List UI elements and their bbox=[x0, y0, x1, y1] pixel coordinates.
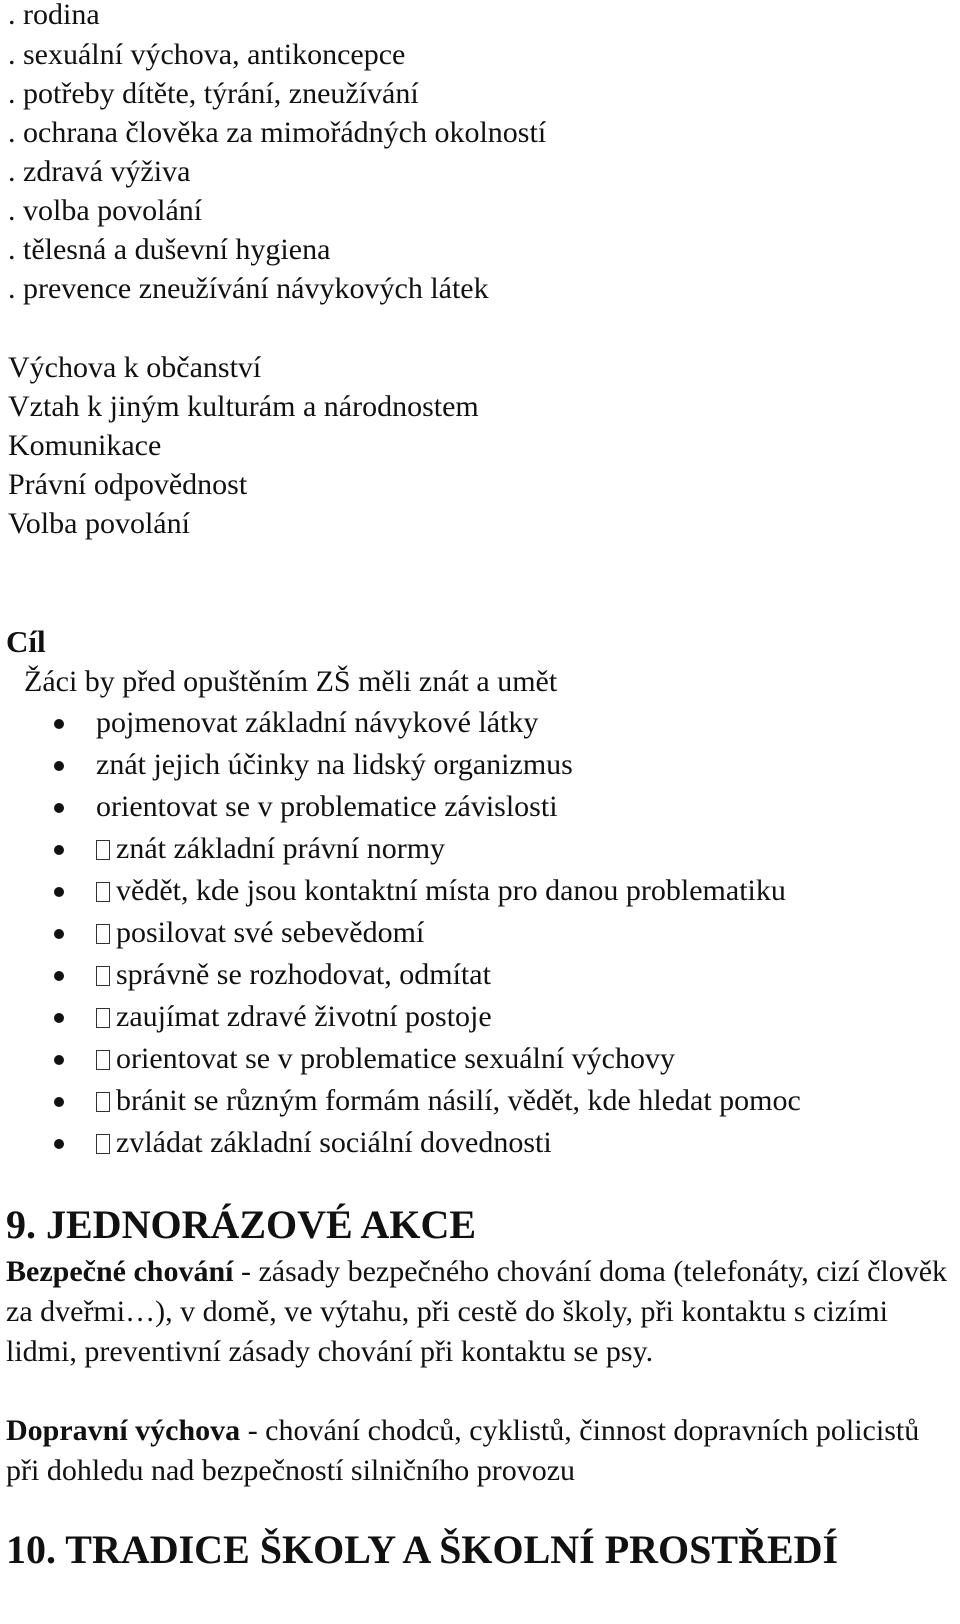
list-item: Vztah k jiným kulturám a národnostem bbox=[8, 390, 479, 423]
missing-glyph-icon bbox=[96, 1134, 110, 1154]
bullet-dot-icon bbox=[54, 971, 64, 981]
list-item: . volba povolání bbox=[8, 194, 203, 227]
paragraph-text: - zásady bezpečného chování doma (telefonáty, cizí člověk za dveřmi…), v domě, ve výtahu, při cestě do školy, při kontaktu s cizími lidmi, preventivní zásady chování při kontaktu se psy. bbox=[6, 1255, 948, 1368]
goal-heading: Cíl bbox=[6, 624, 46, 659]
bullet-dot-icon bbox=[54, 1097, 64, 1107]
document-page: . rodina . sexuální výchova, antikoncepce . potřeby dítěte, týrání, zneužívání . ochrana člověka za mimořádných okolností . zdravá výživa . volba povolání . tělesná a duševní hygiena . prevence zneužívání návykových látek Výchova k občanství Vztah k jiným kulturám a národnostem Komunikace Právní odpovědnost Volba povolání Cíl Žáci by před opuštěním ZŠ měli znát a umět pojmenovat základní návykové látky znát jejich účinky na lidský organizmus orientovat se v problematice závislosti znát základní právní normy vědět, kde jsou kontaktní místa pro danou problematiku posilovat své sebevědomí správně se rozhodovat, odmítat zaujímat zdravé životní postoje orientovat se v problematice sexuální výchovy bránit se různým formám násilí, vědět, kde hledat pomoc zvládat základní sociální dovednosti 9. JEDNORÁZOVÉ AKCE Bezpečné chování - zásady bezpečného chování doma (telefonáty, cizí člověk za dveřmi…), v domě, ve výtahu, při cestě do školy, při kontaktu s cizími lidmi, preventivní zásady chování při kontaktu se psy. Dopravní výchova - chování chodců, cyklistů, činnost dopravních policistů při dohledu nad bezpečností silničního provozu 10. TRADICE ŠKOLY A ŠKOLNÍ PROSTŘEDÍ bbox=[0, 0, 960, 1624]
list-item: Komunikace bbox=[8, 429, 162, 462]
bullet-dot-icon bbox=[54, 761, 64, 771]
missing-glyph-icon bbox=[96, 924, 110, 944]
missing-glyph-icon bbox=[96, 1050, 110, 1070]
paragraph-term: Dopravní výchova bbox=[6, 1414, 241, 1447]
paragraph-term: Bezpečné chování bbox=[6, 1255, 234, 1288]
section-heading: 9. JEDNORÁZOVÉ AKCE bbox=[6, 1202, 477, 1247]
bullet-dot-icon bbox=[54, 1139, 64, 1149]
list-item: Právní odpovědnost bbox=[8, 468, 248, 501]
paragraph-safe-behavior bbox=[6, 1252, 956, 1372]
bullet-dot-icon bbox=[54, 929, 64, 939]
list-item: . ochrana člověka za mimořádných okolností bbox=[8, 116, 547, 149]
list-item: . zdravá výživa bbox=[8, 155, 191, 188]
list-item: Volba povolání bbox=[8, 507, 190, 540]
bullet-dot-icon bbox=[54, 803, 64, 813]
list-item: . sexuální výchova, antikoncepce bbox=[8, 38, 406, 71]
paragraph-traffic-education bbox=[6, 1411, 956, 1491]
missing-glyph-icon bbox=[96, 1092, 110, 1112]
bullet-dot-icon bbox=[54, 845, 64, 855]
list-item: . tělesná a duševní hygiena bbox=[8, 233, 331, 266]
missing-glyph-icon bbox=[96, 1008, 110, 1028]
missing-glyph-icon bbox=[96, 840, 110, 860]
bullet-dot-icon bbox=[54, 1055, 64, 1065]
section-heading: 10. TRADICE ŠKOLY A ŠKOLNÍ PROSTŘEDÍ bbox=[6, 1527, 839, 1572]
list-item: Výchova k občanství bbox=[8, 351, 262, 384]
list-item: . prevence zneužívání návykových látek bbox=[8, 272, 489, 305]
missing-glyph-icon bbox=[96, 882, 110, 902]
bullet-dot-icon bbox=[54, 1013, 64, 1023]
bullet-dot-icon bbox=[54, 719, 64, 729]
paragraph-text: - chování chodců, cyklistů, činnost dopravních policistů při dohledu nad bezpečností silničního provozu bbox=[6, 1414, 920, 1487]
missing-glyph-icon bbox=[96, 966, 110, 986]
goal-intro: Žáci by před opuštěním ZŠ měli znát a umět bbox=[24, 665, 558, 698]
list-item: . rodina bbox=[8, 0, 100, 31]
bullet-dot-icon bbox=[54, 887, 64, 897]
list-item: . potřeby dítěte, týrání, zneužívání bbox=[8, 77, 419, 110]
